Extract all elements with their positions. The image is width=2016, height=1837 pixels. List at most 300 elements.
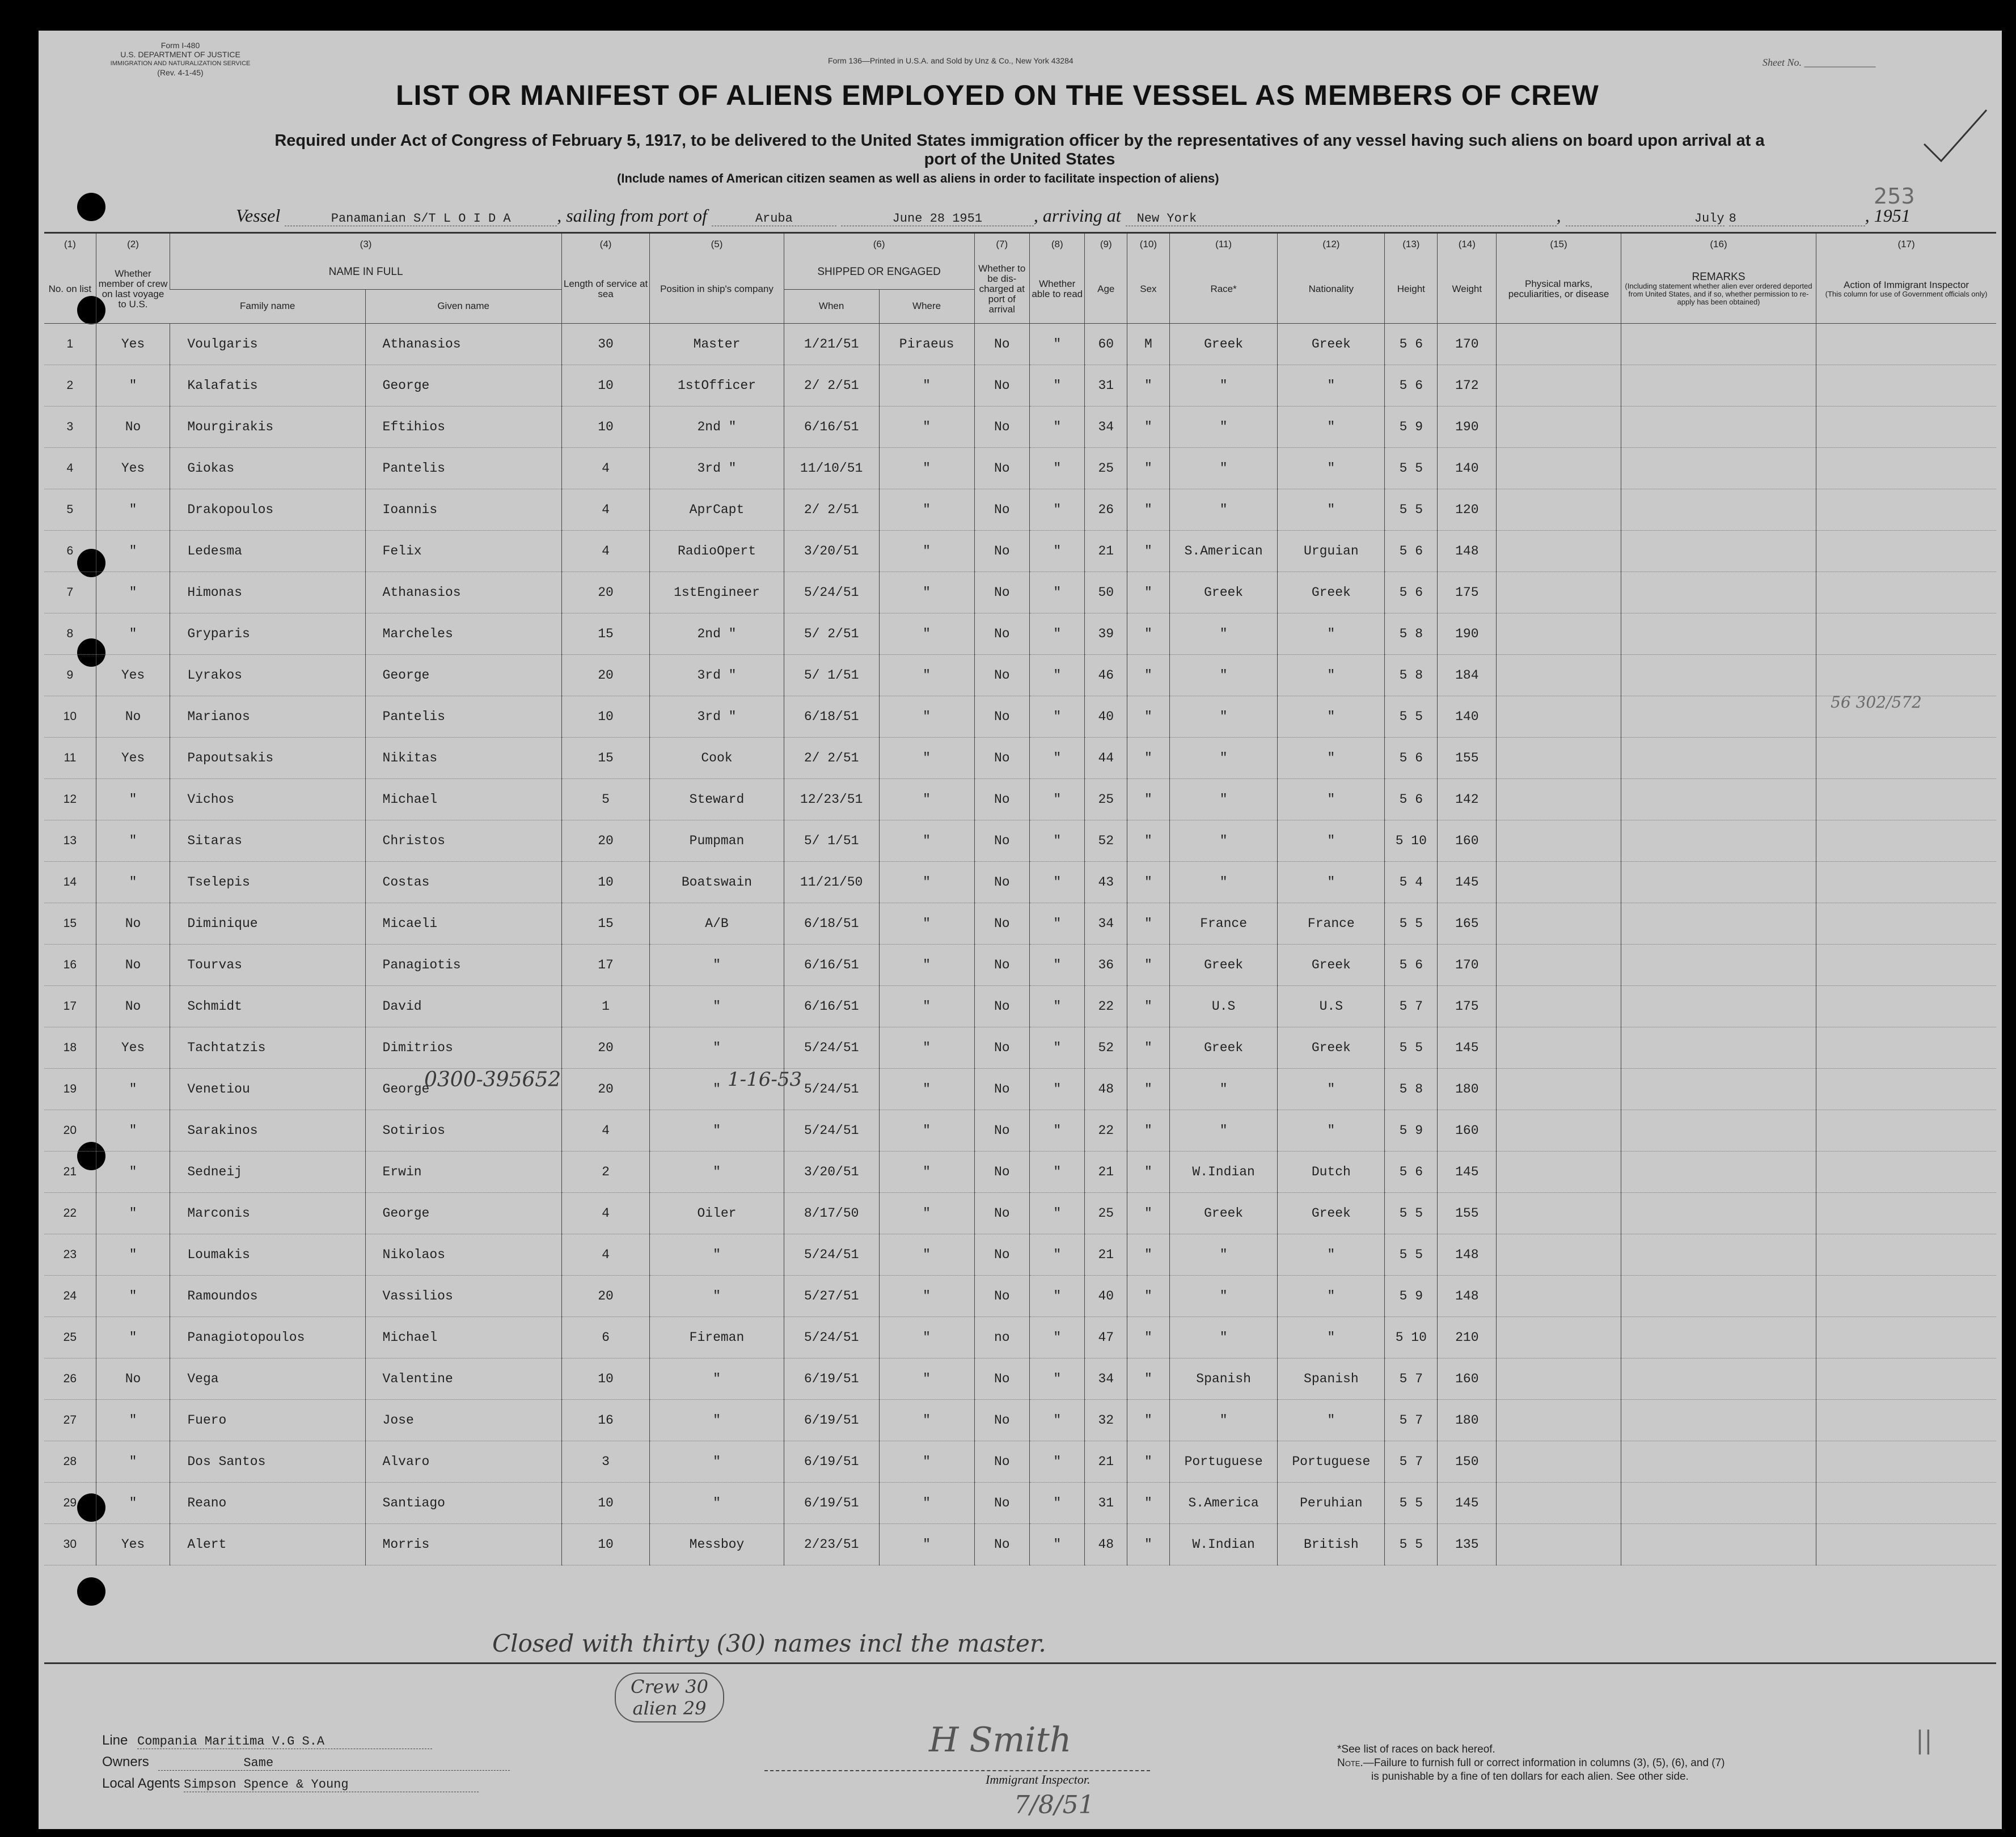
- row-number: 21: [63, 1165, 77, 1178]
- row-where: ": [879, 778, 974, 820]
- row-number: 11: [64, 751, 77, 764]
- row-where: ": [879, 820, 974, 861]
- row-height: 5 6: [1385, 737, 1438, 778]
- col-given: Given name: [365, 289, 561, 323]
- row-read: ": [1030, 1523, 1085, 1565]
- row-member: ": [96, 613, 170, 654]
- row-position: 1stOfficer: [650, 365, 784, 406]
- row-when: 2/23/51: [784, 1523, 879, 1565]
- row-length: 10: [561, 861, 650, 903]
- col-weight: Weight: [1438, 255, 1497, 323]
- row-member: Yes: [96, 1523, 170, 1565]
- row-race: ": [1169, 820, 1278, 861]
- row-discharged: No: [974, 1192, 1029, 1234]
- row-nationality: ": [1278, 613, 1385, 654]
- row-weight: 184: [1438, 654, 1497, 696]
- row-height: 5 5: [1385, 1482, 1438, 1523]
- row-number: 12: [63, 792, 77, 806]
- row-family-name: Marconis: [170, 1192, 365, 1234]
- row-nationality: Greek: [1278, 1027, 1385, 1068]
- row-weight: 120: [1438, 489, 1497, 530]
- colnum-13: (13): [1385, 234, 1438, 255]
- row-given-name: George: [365, 1068, 561, 1110]
- row-height: 5 5: [1385, 903, 1438, 944]
- row-where: ": [879, 1482, 974, 1523]
- port-to: New York: [1126, 211, 1557, 226]
- row-number: 9: [66, 668, 74, 682]
- date-to-month: July: [1566, 211, 1725, 226]
- row-sex: ": [1127, 1358, 1170, 1399]
- row-marks: [1497, 489, 1621, 530]
- row-race: ": [1169, 1317, 1278, 1358]
- row-where: ": [879, 1275, 974, 1317]
- table-row: [44, 530, 1996, 572]
- row-weight: 155: [1438, 737, 1497, 778]
- row-member: ": [96, 489, 170, 530]
- row-remarks: [1621, 1110, 1816, 1151]
- row-when: 6/16/51: [784, 406, 879, 447]
- row-member: ": [96, 530, 170, 572]
- row-when: 2/ 2/51: [784, 489, 879, 530]
- row-position: 1stEngineer: [650, 572, 784, 613]
- row-race: ": [1169, 1234, 1278, 1275]
- line-row: [102, 1733, 432, 1749]
- row-read: ": [1030, 447, 1085, 489]
- row-given-name: Michael: [365, 1317, 561, 1358]
- row-marks: [1497, 944, 1621, 985]
- page-title: LIST OR MANIFEST OF ALIENS EMPLOYED ON THE VESSEL AS MEMBERS OF CREW: [396, 79, 1599, 111]
- row-member: ": [96, 1482, 170, 1523]
- row-remarks: [1621, 985, 1816, 1027]
- row-number: 13: [63, 833, 77, 847]
- table-row: [44, 944, 1996, 985]
- row-member: ": [96, 1151, 170, 1192]
- row-when: 5/24/51: [784, 572, 879, 613]
- row-marks: [1497, 613, 1621, 654]
- row-weight: 148: [1438, 1275, 1497, 1317]
- row-sex: ": [1127, 447, 1170, 489]
- row-where: ": [879, 447, 974, 489]
- row-weight: 145: [1438, 1151, 1497, 1192]
- row-length: 1: [561, 985, 650, 1027]
- row-action: [1816, 737, 1996, 778]
- row-weight: 140: [1438, 447, 1497, 489]
- row-age: 25: [1085, 447, 1127, 489]
- row-family-name: Vega: [170, 1358, 365, 1399]
- row-when: 6/18/51: [784, 696, 879, 737]
- row-member: Yes: [96, 654, 170, 696]
- row-when: 1/21/51: [784, 323, 879, 365]
- row-when: 2/ 2/51: [784, 737, 879, 778]
- table-row: [44, 1523, 1996, 1565]
- row-where: Piraeus: [879, 323, 974, 365]
- row-height: 5 6: [1385, 778, 1438, 820]
- table-row: [44, 613, 1996, 654]
- crew-table: [44, 232, 1996, 1664]
- row-nationality: Greek: [1278, 1192, 1385, 1234]
- row-remarks: [1621, 1317, 1816, 1358]
- row-age: 52: [1085, 1027, 1127, 1068]
- row-age: 25: [1085, 1192, 1127, 1234]
- row-read: ": [1030, 1399, 1085, 1441]
- line-value: Compania Maritima V.G S.A: [137, 1734, 432, 1749]
- row-race: Greek: [1169, 572, 1278, 613]
- row-nationality: ": [1278, 654, 1385, 696]
- row-length: 17: [561, 944, 650, 985]
- margin-mark: ||: [1916, 1726, 1933, 1755]
- row-where: ": [879, 365, 974, 406]
- row-height: 5 10: [1385, 820, 1438, 861]
- row-discharged: No: [974, 323, 1029, 365]
- row-position: Boatswain: [650, 861, 784, 903]
- row-discharged: No: [974, 572, 1029, 613]
- table-row: [44, 323, 1996, 365]
- form-number: Form I-480: [160, 41, 200, 50]
- row-position: ": [650, 1275, 784, 1317]
- col-action-title: Action of Immigrant Inspector: [1844, 279, 1969, 290]
- port-from: Aruba: [712, 211, 836, 226]
- row-nationality: ": [1278, 696, 1385, 737]
- row-height: 5 7: [1385, 1441, 1438, 1482]
- row-read: ": [1030, 1234, 1085, 1275]
- row-number: 27: [63, 1413, 77, 1427]
- row-family-name: Tselepis: [170, 861, 365, 903]
- row-when: 5/ 1/51: [784, 654, 879, 696]
- row-position: Oiler: [650, 1192, 784, 1234]
- row-position: Cook: [650, 737, 784, 778]
- row-when: 6/16/51: [784, 944, 879, 985]
- row-marks: [1497, 530, 1621, 572]
- row-action: [1816, 365, 1996, 406]
- row-remarks: [1621, 778, 1816, 820]
- row-number: 10: [63, 709, 77, 723]
- row-discharged: No: [974, 1234, 1029, 1275]
- fine-note-2: is punishable by a fine of ten dollars for each alien. See other side.: [1371, 1771, 1689, 1783]
- row-read: ": [1030, 1068, 1085, 1110]
- row-age: 32: [1085, 1399, 1127, 1441]
- row-discharged: No: [974, 1441, 1029, 1482]
- row-sex: ": [1127, 406, 1170, 447]
- row-sex: ": [1127, 365, 1170, 406]
- row-number: 8: [66, 627, 74, 640]
- row-weight: 172: [1438, 365, 1497, 406]
- row-number: 30: [63, 1537, 77, 1551]
- row-number: 18: [63, 1040, 77, 1054]
- row-when: 11/21/50: [784, 861, 879, 903]
- row-discharged: No: [974, 1523, 1029, 1565]
- row-given-name: Ioannis: [365, 489, 561, 530]
- colnum-9: (9): [1085, 234, 1127, 255]
- row-given-name: Nikolaos: [365, 1234, 561, 1275]
- subtitle-line-2: port of the United States: [924, 150, 1115, 168]
- col-position: Position in ship's company: [650, 255, 784, 323]
- table-row: [44, 1358, 1996, 1399]
- row-given-name: Panagiotis: [365, 944, 561, 985]
- row-race: Greek: [1169, 1027, 1278, 1068]
- sailing-label: sailing from port of: [566, 205, 707, 226]
- row-position: ": [650, 1234, 784, 1275]
- row-read: ": [1030, 1358, 1085, 1399]
- row-position: ": [650, 944, 784, 985]
- row-family-name: Ramoundos: [170, 1275, 365, 1317]
- colnum-7: (7): [974, 234, 1029, 255]
- fine-note-label: Note.: [1337, 1757, 1363, 1769]
- row-given-name: Michael: [365, 778, 561, 820]
- row-family-name: Sitaras: [170, 820, 365, 861]
- row-member: ": [96, 1317, 170, 1358]
- table-row: [44, 1027, 1996, 1068]
- row-read: ": [1030, 365, 1085, 406]
- row-nationality: Greek: [1278, 572, 1385, 613]
- table-row: [44, 1151, 1996, 1192]
- row-length: 3: [561, 1441, 650, 1482]
- row-marks: [1497, 1482, 1621, 1523]
- crew-rows: [44, 323, 1996, 1565]
- row-discharged: No: [974, 1027, 1029, 1068]
- row-race: ": [1169, 365, 1278, 406]
- col-sex: Sex: [1127, 255, 1170, 323]
- colnum-1: (1): [64, 239, 76, 249]
- row-sex: ": [1127, 1192, 1170, 1234]
- row-height: 5 6: [1385, 1151, 1438, 1192]
- row-race: ": [1169, 613, 1278, 654]
- row-length: 30: [561, 323, 650, 365]
- row-where: ": [879, 1151, 974, 1192]
- colnum-16: (16): [1621, 234, 1816, 255]
- row-race: W.Indian: [1169, 1523, 1278, 1565]
- row-when: 6/16/51: [784, 985, 879, 1027]
- table-row: [44, 1399, 1996, 1441]
- row-where: ": [879, 1234, 974, 1275]
- row-marks: [1497, 323, 1621, 365]
- col-member: Whether member of crew on last voyage to U.S.: [96, 255, 170, 323]
- row-where: ": [879, 654, 974, 696]
- row-remarks: [1621, 1523, 1816, 1565]
- agents-value: Simpson Spence & Young: [184, 1777, 479, 1792]
- row-remarks: [1621, 696, 1816, 737]
- row-length: 10: [561, 696, 650, 737]
- agents-label: Local Agents: [102, 1776, 180, 1791]
- row-read: ": [1030, 1027, 1085, 1068]
- row-where: ": [879, 572, 974, 613]
- row-length: 5: [561, 778, 650, 820]
- col-remarks-title: REMARKS: [1692, 270, 1745, 283]
- row-action: [1816, 1358, 1996, 1399]
- row-family-name: Sedneij: [170, 1151, 365, 1192]
- row-nationality: ": [1278, 861, 1385, 903]
- row-remarks: [1621, 1151, 1816, 1192]
- row-position: 3rd ": [650, 447, 784, 489]
- row-remarks: [1621, 406, 1816, 447]
- colnum-14: (14): [1438, 234, 1497, 255]
- row-number: 19: [63, 1082, 77, 1095]
- row-given-name: Felix: [365, 530, 561, 572]
- row-marks: [1497, 1110, 1621, 1151]
- row-position: ": [650, 1151, 784, 1192]
- row-read: ": [1030, 1192, 1085, 1234]
- row-given-name: George: [365, 1192, 561, 1234]
- row-member: ": [96, 1234, 170, 1275]
- row-weight: 145: [1438, 1027, 1497, 1068]
- row-action: [1816, 1192, 1996, 1234]
- inspector-label: Immigrant Inspector.: [986, 1772, 1091, 1787]
- row-marks: [1497, 820, 1621, 861]
- colnum-15: (15): [1497, 234, 1621, 255]
- row-member: No: [96, 944, 170, 985]
- row-nationality: ": [1278, 1234, 1385, 1275]
- row-when: 2/ 2/51: [784, 365, 879, 406]
- row-position: ": [650, 985, 784, 1027]
- row-sex: ": [1127, 489, 1170, 530]
- row-action: [1816, 1441, 1996, 1482]
- col-shipped: SHIPPED OR ENGAGED: [784, 255, 974, 289]
- form-revision: (Rev. 4-1-45): [157, 68, 204, 77]
- row-when: 5/ 1/51: [784, 820, 879, 861]
- row-family-name: Gryparis: [170, 613, 365, 654]
- row-age: 44: [1085, 737, 1127, 778]
- row-member: Yes: [96, 447, 170, 489]
- row-number: 16: [63, 958, 77, 971]
- row-height: 5 9: [1385, 406, 1438, 447]
- service-name: IMMIGRATION AND NATURALIZATION SERVICE: [110, 60, 251, 67]
- row-read: ": [1030, 778, 1085, 820]
- row17-date-annotation: 1-16-53: [728, 1068, 802, 1091]
- row-race: ": [1169, 696, 1278, 737]
- row-discharged: No: [974, 613, 1029, 654]
- row-position: ": [650, 1482, 784, 1523]
- row-when: 6/18/51: [784, 903, 879, 944]
- date-to-day: 8: [1729, 211, 1865, 226]
- row-discharged: No: [974, 406, 1029, 447]
- row-length: 4: [561, 530, 650, 572]
- row-height: 5 5: [1385, 1523, 1438, 1565]
- col-height: Height: [1385, 255, 1438, 323]
- row-weight: 148: [1438, 530, 1497, 572]
- row-position: Steward: [650, 778, 784, 820]
- row-age: 34: [1085, 406, 1127, 447]
- row-number: 28: [63, 1454, 77, 1468]
- row-read: ": [1030, 572, 1085, 613]
- row-weight: 190: [1438, 613, 1497, 654]
- row-number: 1: [66, 337, 74, 350]
- row-marks: [1497, 1068, 1621, 1110]
- row-marks: [1497, 1317, 1621, 1358]
- row-position: A/B: [650, 903, 784, 944]
- row-number: 23: [63, 1247, 77, 1261]
- row-nationality: ": [1278, 489, 1385, 530]
- table-row: [44, 985, 1996, 1027]
- row-weight: 145: [1438, 861, 1497, 903]
- row-given-name: Valentine: [365, 1358, 561, 1399]
- row-action: [1816, 861, 1996, 903]
- row-discharged: No: [974, 944, 1029, 985]
- row-race: Greek: [1169, 944, 1278, 985]
- row-marks: [1497, 1399, 1621, 1441]
- row-remarks: [1621, 1192, 1816, 1234]
- vessel-label: Vessel: [236, 205, 281, 226]
- row-marks: [1497, 696, 1621, 737]
- row-given-name: Pantelis: [365, 447, 561, 489]
- row-height: 5 9: [1385, 1275, 1438, 1317]
- row-height: 5 6: [1385, 365, 1438, 406]
- row-discharged: No: [974, 903, 1029, 944]
- row-race: ": [1169, 1068, 1278, 1110]
- row-marks: [1497, 1151, 1621, 1192]
- row-age: 25: [1085, 778, 1127, 820]
- row-member: No: [96, 985, 170, 1027]
- row-marks: [1497, 447, 1621, 489]
- row-sex: ": [1127, 737, 1170, 778]
- row-number: 2: [66, 378, 74, 392]
- row-position: 2nd ": [650, 406, 784, 447]
- row-sex: ": [1127, 820, 1170, 861]
- row-length: 20: [561, 1027, 650, 1068]
- table-row: [44, 406, 1996, 447]
- row-age: 40: [1085, 1275, 1127, 1317]
- row-position: Pumpman: [650, 820, 784, 861]
- row-nationality: U.S: [1278, 985, 1385, 1027]
- row-height: 5 8: [1385, 1068, 1438, 1110]
- row-height: 5 5: [1385, 1234, 1438, 1275]
- row-where: ": [879, 737, 974, 778]
- row-read: ": [1030, 1317, 1085, 1358]
- row-marks: [1497, 1192, 1621, 1234]
- row-sex: ": [1127, 1399, 1170, 1441]
- row-discharged: No: [974, 654, 1029, 696]
- col-action-note: (This column for use of Government officials only): [1825, 289, 1988, 298]
- row-sex: ": [1127, 530, 1170, 572]
- row-race: Spanish: [1169, 1358, 1278, 1399]
- row-where: ": [879, 944, 974, 985]
- row-sex: ": [1127, 1110, 1170, 1151]
- row-action: [1816, 944, 1996, 985]
- fine-note-text: —Failure to furnish full or correct information in columns (3), (5), (6), and (7): [1363, 1757, 1725, 1769]
- row-given-name: George: [365, 654, 561, 696]
- row-read: ": [1030, 737, 1085, 778]
- row-action: [1816, 820, 1996, 861]
- table-row: [44, 861, 1996, 903]
- row-action: [1816, 654, 1996, 696]
- row-height: 5 7: [1385, 1358, 1438, 1399]
- crew-count: Crew 30: [631, 1676, 708, 1698]
- row-length: 4: [561, 1110, 650, 1151]
- row-sex: ": [1127, 1441, 1170, 1482]
- row-length: 2: [561, 1151, 650, 1192]
- col-remarks-note: (Including statement whether alien ever ordered deported from United States, and if so, whether permission to re-apply has been obtained): [1625, 281, 1812, 306]
- row-member: ": [96, 1441, 170, 1482]
- row-age: 21: [1085, 1441, 1127, 1482]
- col-discharged: Whether to be dis-charged at port of arrival: [974, 255, 1029, 323]
- row-discharged: No: [974, 1110, 1029, 1151]
- row-member: ": [96, 1110, 170, 1151]
- alien-count: alien 29: [632, 1698, 707, 1719]
- col-remarks: [1621, 255, 1816, 323]
- printer-line: Form 136—Printed in U.S.A. and Sold by Unz & Co., New York 43284: [828, 56, 1073, 65]
- row-length: 20: [561, 572, 650, 613]
- races-note: *See list of races on back hereof.: [1337, 1743, 1495, 1755]
- row-marks: [1497, 1275, 1621, 1317]
- row-when: 5/27/51: [784, 1275, 879, 1317]
- row-read: ": [1030, 944, 1085, 985]
- row-age: 48: [1085, 1523, 1127, 1565]
- row-discharged: No: [974, 1275, 1029, 1317]
- row-discharged: No: [974, 1151, 1029, 1192]
- row-length: 15: [561, 903, 650, 944]
- row-family-name: Kalafatis: [170, 365, 365, 406]
- row-family-name: Diminique: [170, 903, 365, 944]
- row-remarks: [1621, 1358, 1816, 1399]
- col-family: Family name: [170, 289, 365, 323]
